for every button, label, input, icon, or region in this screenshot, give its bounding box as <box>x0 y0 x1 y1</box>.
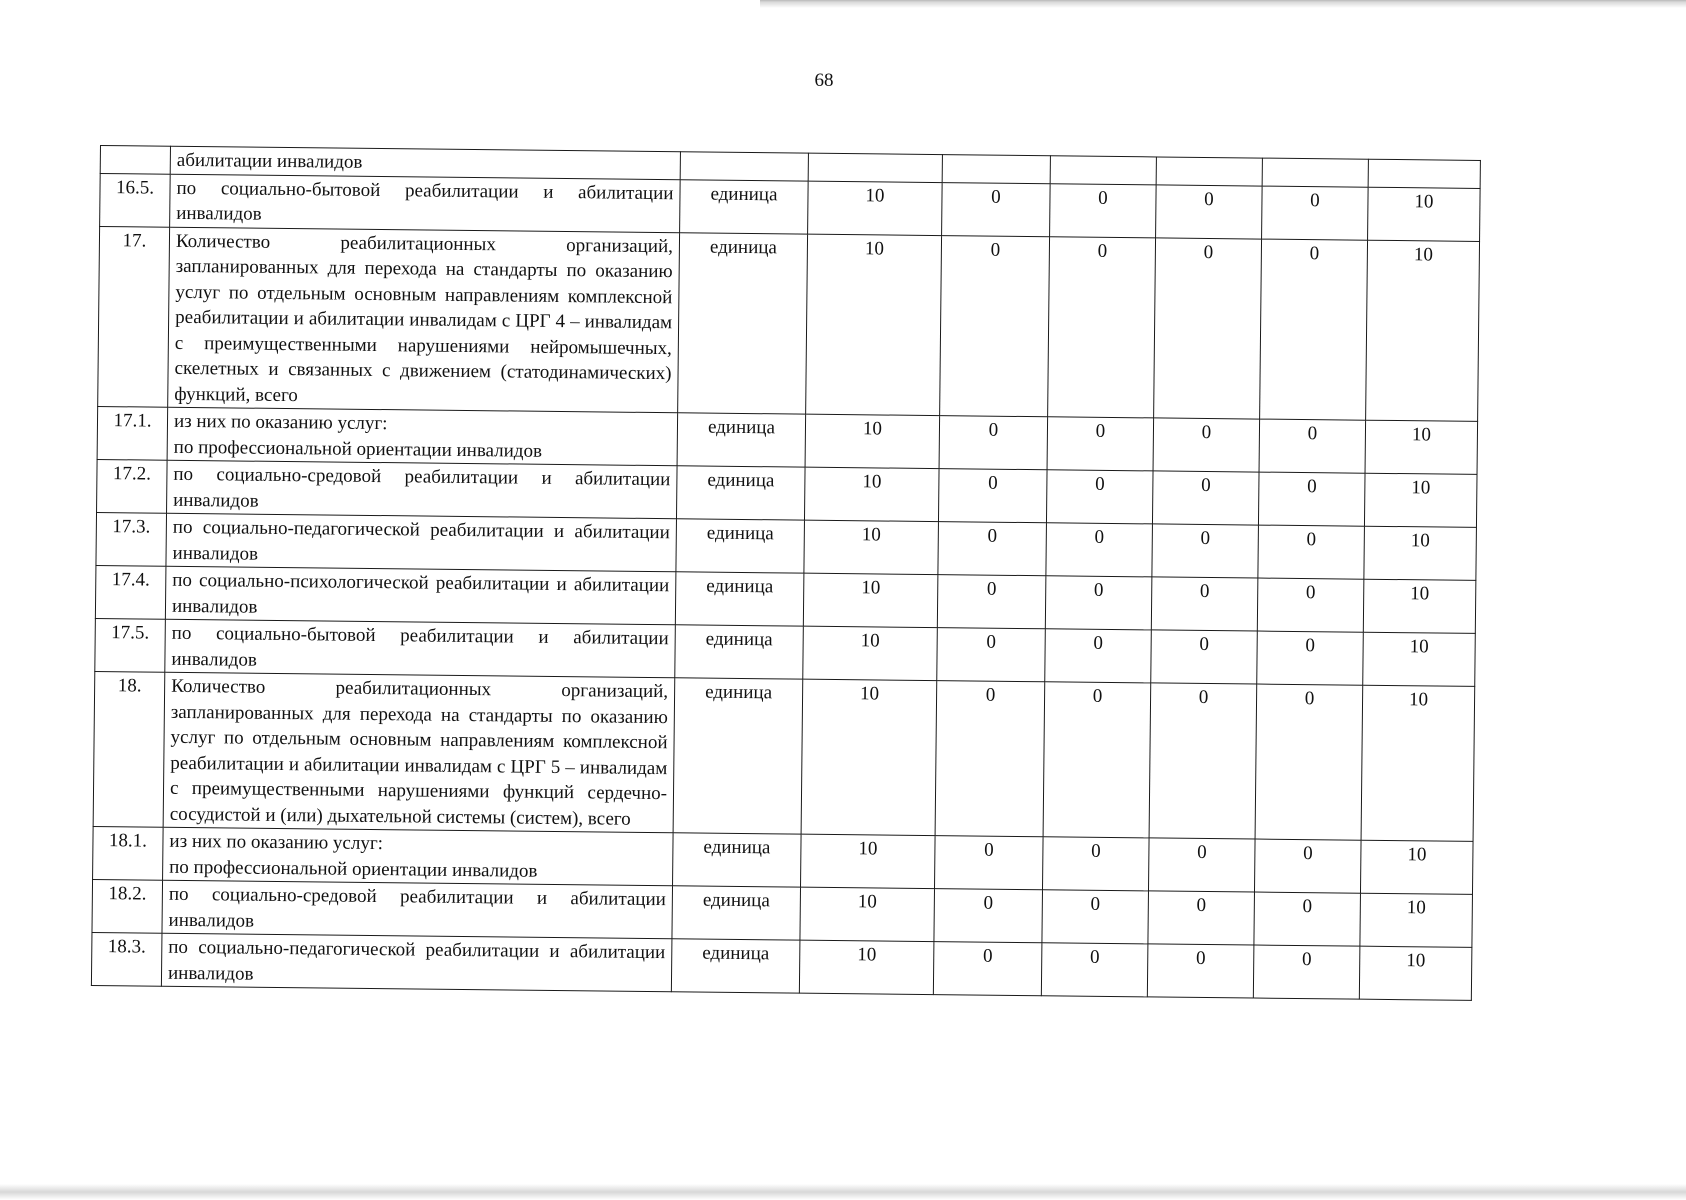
unit-of-measure: единица <box>673 833 802 887</box>
row-number: 17.5. <box>95 618 166 672</box>
value-cell-total: 10 <box>1365 420 1478 474</box>
value-cell: 10 <box>801 834 936 888</box>
indicator-name-line: по социально-педагогической реабилитации и абилитации инвалидов <box>172 516 670 565</box>
table-row <box>93 671 1475 841</box>
value-cell-total: 10 <box>1364 473 1477 527</box>
table-body <box>91 146 1480 1001</box>
value-cell: 0 <box>1156 184 1263 238</box>
value-cell-total: 10 <box>1359 946 1472 1000</box>
scan-edge-top <box>760 0 1686 8</box>
indicator-name <box>167 407 678 466</box>
indicator-name-line: по социально-психологической реабилитации и абилитации инвалидов <box>171 569 670 618</box>
value-cell: 0 <box>1154 237 1262 419</box>
value-cell: 0 <box>1258 472 1365 526</box>
value-cell: 0 <box>1041 943 1148 997</box>
indicator-name <box>162 880 673 939</box>
row-number: 17.2. <box>97 459 168 513</box>
value-cell <box>1156 157 1262 186</box>
value-cell: 10 <box>804 467 939 521</box>
value-cell: 0 <box>1151 577 1258 631</box>
value-cell: 0 <box>934 889 1043 943</box>
value-cell-total: 10 <box>1360 840 1473 894</box>
value-cell: 0 <box>1260 239 1368 421</box>
unit-of-measure: единица <box>672 886 801 940</box>
value-cell: 10 <box>804 520 939 574</box>
unit-of-measure: единица <box>673 678 803 834</box>
value-cell: 0 <box>1257 578 1364 632</box>
value-cell <box>1050 156 1156 185</box>
indicator-name <box>166 513 677 572</box>
unit-of-measure: единица <box>677 413 806 467</box>
value-cell-total: 10 <box>1366 240 1480 422</box>
indicator-table <box>91 145 1481 1001</box>
value-cell-total: 10 <box>1364 526 1477 580</box>
value-cell: 0 <box>1152 524 1259 578</box>
value-cell: 0 <box>938 522 1047 576</box>
value-cell: 0 <box>940 235 1050 417</box>
scan-edge-bottom <box>0 1184 1686 1200</box>
value-cell: 10 <box>800 887 935 941</box>
unit-of-measure: единица <box>678 232 808 414</box>
value-cell: 0 <box>937 575 1046 629</box>
value-cell: 0 <box>937 628 1046 682</box>
table-row <box>98 226 1480 421</box>
unit-of-measure: единица <box>676 466 805 520</box>
row-number: 18. <box>93 671 165 827</box>
unit-of-measure: единица <box>676 519 805 573</box>
value-cell: 0 <box>1152 471 1259 525</box>
value-cell: 0 <box>1042 890 1149 944</box>
value-cell <box>942 155 1050 184</box>
value-cell: 0 <box>1153 418 1260 472</box>
row-number: 18.1. <box>93 826 164 880</box>
value-cell: 0 <box>1149 683 1257 839</box>
value-cell: 0 <box>1045 629 1152 683</box>
value-cell: 0 <box>1048 236 1156 418</box>
value-cell: 0 <box>1254 892 1361 946</box>
value-cell: 0 <box>1042 837 1149 891</box>
value-cell-total: 10 <box>1360 893 1473 947</box>
value-cell: 0 <box>1254 839 1361 893</box>
value-cell: 0 <box>1045 576 1152 630</box>
value-cell: 0 <box>1046 523 1153 577</box>
value-cell: 0 <box>933 942 1042 996</box>
indicator-name-line: Количество реабилитационных организаций, запланированных для перехода на стандарты по оказанию услуг по отдельным основным направлениям комплексной реабилитации и абилитации инвалидам с ЦРГ 4 – инвалидам с преимущественными нарушениями нейромышечных, скелетных и связанных с движением (статодинамических) функций, всего <box>174 230 674 406</box>
value-cell-total: 10 <box>1361 685 1475 841</box>
value-cell: 0 <box>1151 630 1258 684</box>
indicator-name-line: по социально-бытовой реабилитации и абилитации инвалидов <box>171 622 669 671</box>
row-number: 18.2. <box>92 879 163 933</box>
value-cell-total: 10 <box>1368 187 1481 241</box>
table-container <box>91 145 1480 1001</box>
unit-of-measure: единица <box>680 179 809 233</box>
value-cell-total: 10 <box>1363 632 1476 686</box>
value-cell: 0 <box>1046 470 1153 524</box>
value-cell <box>808 153 942 182</box>
row-number: 18.3. <box>91 932 162 986</box>
value-cell: 0 <box>1257 631 1364 685</box>
indicator-name <box>163 827 674 886</box>
indicator-name <box>161 933 672 992</box>
value-cell: 10 <box>799 940 934 994</box>
value-cell: 10 <box>803 573 938 627</box>
value-cell: 0 <box>1253 945 1360 999</box>
value-cell: 0 <box>1147 944 1254 998</box>
row-number: 17. <box>98 226 170 407</box>
indicator-name <box>170 174 681 233</box>
value-cell: 0 <box>1258 525 1365 579</box>
indicator-name-line: из них по оказанию услуг: <box>173 410 388 435</box>
value-cell <box>1262 158 1368 187</box>
value-cell: 10 <box>803 626 938 680</box>
value-cell: 0 <box>939 416 1048 470</box>
indicator-name-line: по социально-бытовой реабилитации и абилитации инвалидов <box>176 177 674 225</box>
indicator-name <box>168 227 680 413</box>
indicator-name <box>165 619 676 678</box>
indicator-name-line: по социально-средовой реабилитации и абилитации инвалидов <box>173 463 671 512</box>
row-number <box>100 146 170 174</box>
unit-of-measure: единица <box>675 572 804 626</box>
value-cell-total <box>1368 159 1480 188</box>
value-cell: 0 <box>1255 684 1363 840</box>
value-cell: 10 <box>808 181 943 235</box>
value-cell: 10 <box>801 679 937 835</box>
indicator-name <box>163 672 675 833</box>
row-number: 17.1. <box>97 406 168 460</box>
value-cell: 0 <box>1047 417 1154 471</box>
unit-of-measure <box>680 152 808 181</box>
unit-of-measure: единица <box>671 939 800 993</box>
value-cell: 0 <box>942 182 1051 236</box>
value-cell: 0 <box>1148 891 1255 945</box>
value-cell: 0 <box>1262 186 1369 240</box>
indicator-name-line: по профессиональной ориентации инвалидов <box>173 436 543 462</box>
value-cell: 0 <box>1259 419 1366 473</box>
indicator-name-line: Количество реабилитационных организаций, запланированных для перехода на стандарты по оказанию услуг по отдельным основным направлениям комплексной реабилитации и абилитации инвалидам с ЦРГ 5 – инвалидам с преимущественными нарушениями функций сердечно-сосудистой и (или) дыхательной системы (систем), всего <box>169 675 669 830</box>
unit-of-measure: единица <box>675 625 804 679</box>
indicator-name-line: по социально-средовой реабилитации и абилитации инвалидов <box>168 883 666 932</box>
row-number: 16.5. <box>100 173 171 227</box>
value-cell: 10 <box>806 234 942 416</box>
indicator-name <box>165 566 676 625</box>
indicator-name-line: из них по оказанию услуг: <box>169 830 384 855</box>
value-cell: 0 <box>1148 838 1255 892</box>
value-cell: 10 <box>805 414 940 468</box>
page-number: 68 <box>814 70 834 91</box>
indicator-name-line: по социально-педагогической реабилитации и абилитации инвалидов <box>167 936 666 985</box>
row-number: 17.4. <box>95 565 166 619</box>
row-number: 17.3. <box>96 512 167 566</box>
value-cell-total: 10 <box>1363 579 1476 633</box>
indicator-name-line: по профессиональной ориентации инвалидов <box>169 856 538 882</box>
value-cell: 0 <box>1043 682 1151 838</box>
value-cell: 0 <box>938 469 1047 523</box>
value-cell: 0 <box>1050 183 1157 237</box>
indicator-name <box>167 460 678 519</box>
indicator-name-line: абилитации инвалидов <box>176 149 363 173</box>
value-cell: 0 <box>935 836 1044 890</box>
value-cell: 0 <box>935 681 1045 837</box>
